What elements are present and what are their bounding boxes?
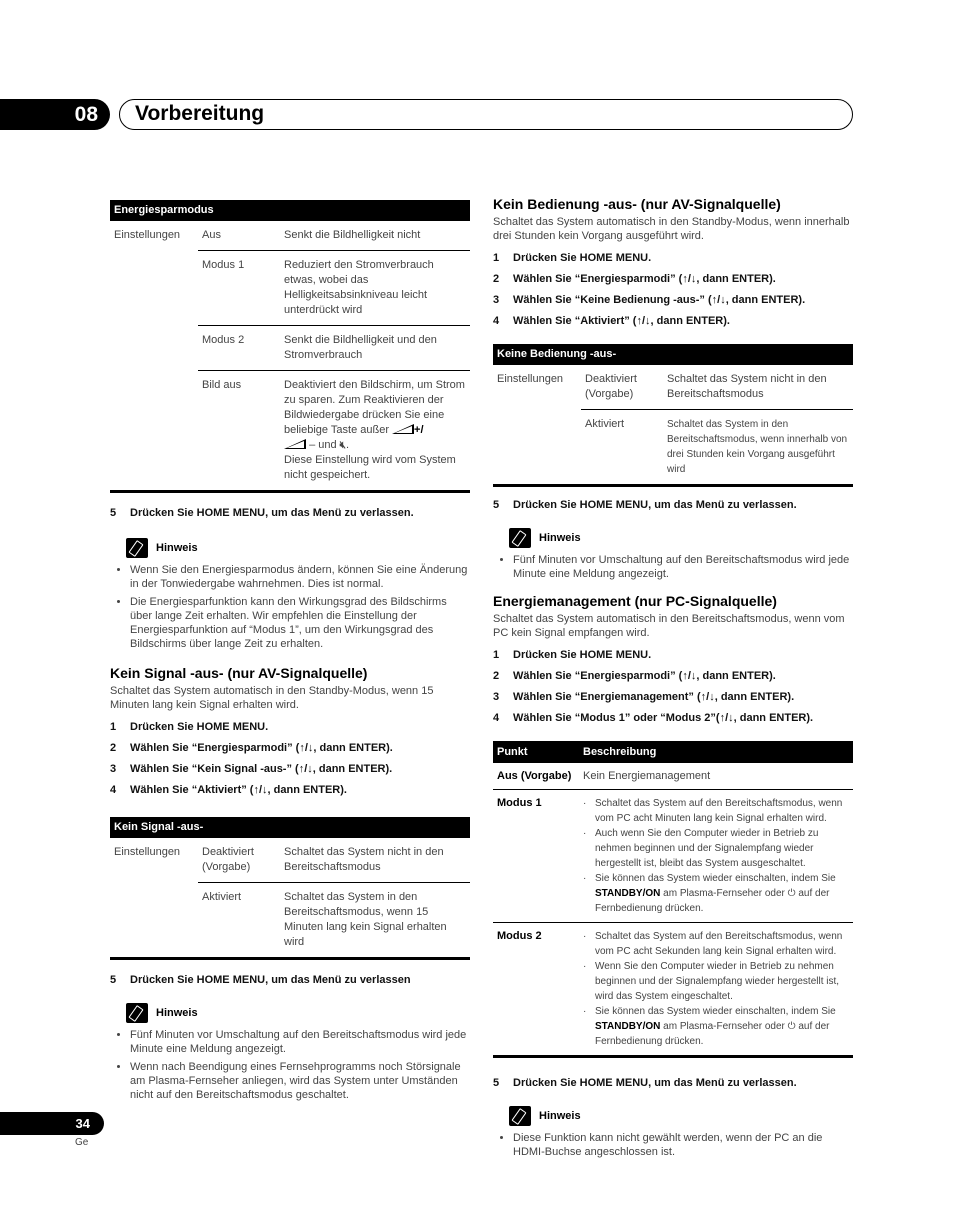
section-intro: Schaltet das System automatisch in den Standby-Modus, wenn innerhalb drei Stunden kein Vorgang ausgeführt wird.	[493, 216, 850, 242]
option-cell: Deaktiviert (Vorgabe)	[585, 373, 637, 400]
section-heading: Kein Bedienung -aus- (nur AV-Signalquelle)	[493, 196, 781, 212]
desc-text: Diese Einstellung wird vom System nicht gespeichert.	[284, 454, 456, 481]
item-desc	[579, 923, 853, 1057]
step: 3 Wählen Sie “Energiemanagement” (↑/↓, dann ENTER).	[493, 691, 795, 703]
step: 3 Wählen Sie “Keine Bedienung -aus-” (↑/↓, dann ENTER).	[493, 294, 806, 306]
volume-down-icon	[284, 439, 306, 449]
step: 1 Drücken Sie HOME MENU.	[493, 252, 652, 264]
option-cell: Modus 1	[198, 251, 280, 326]
volume-up-icon	[392, 424, 414, 434]
setting-label: Einstellungen	[114, 846, 181, 858]
power-icon: ⏻	[787, 888, 796, 899]
setting-label: Einstellungen	[114, 229, 181, 241]
chapter-number: 08	[0, 99, 110, 130]
note-heading: Hinweis	[509, 1106, 853, 1126]
desc-text: Deaktiviert den Bildschirm, um Strom zu sparen. Zum Reaktivieren der Bildwiedergabe drücken Sie eine beliebige Taste außer	[284, 379, 465, 436]
desc-cell: Deaktiviert den Bildschirm, um Strom zu sparen. Zum Reaktivieren der Bildwiedergabe drücken Sie eine beliebige Taste außer +/ – und 🔇︎. Diese Einstellung wird vom System nicht gespeichert.	[280, 371, 470, 492]
section-intro: Schaltet das System automatisch in den Standby-Modus, wenn 15 Minuten lang kein Signal erhalten wird.	[110, 685, 434, 711]
page-number: 34	[0, 1112, 104, 1135]
setting-label: Einstellungen	[497, 373, 564, 385]
step: 2 Wählen Sie “Energiesparmodi” (↑/↓, dann ENTER).	[493, 273, 776, 285]
step: 3 Wählen Sie “Kein Signal -aus-” (↑/↓, dann ENTER).	[110, 763, 393, 775]
desc-item: · Auch wenn Sie den Computer wieder in Betrieb zu nehmen beginnen und der Signalempfang wieder hergestellt ist, bleibt das System ausgeschaltet.	[583, 828, 819, 869]
note-list	[110, 563, 470, 651]
step: 5 Drücken Sie HOME MENU, um das Menü zu verlassen.	[493, 499, 797, 511]
left-column	[110, 200, 470, 1112]
no-signal-table	[110, 817, 470, 960]
desc-cell: Schaltet das System nicht in den Bereitschaftsmodus	[284, 846, 444, 873]
step: 2 Wählen Sie “Energiesparmodi” (↑/↓, dann ENTER).	[493, 670, 776, 682]
item-label: Modus 1	[493, 790, 579, 923]
right-column	[493, 196, 853, 1169]
step: 2 Wählen Sie “Energiesparmodi” (↑/↓, dann ENTER).	[110, 742, 393, 754]
note-item: • Diese Funktion kann nicht gewählt werden, wenn der PC an die HDMI-Buchse angeschlossen ist.	[513, 1131, 853, 1159]
desc-cell: Senkt die Bildhelligkeit nicht	[284, 229, 421, 241]
item-desc: Kein Energiemanagement	[583, 770, 711, 782]
option-cell: Aktiviert	[198, 883, 280, 959]
table-header: Keine Bedienung -aus-	[493, 344, 853, 365]
note-heading: Hinweis	[126, 1003, 470, 1023]
desc-cell: Schaltet das System nicht in den Bereitschaftsmodus	[667, 373, 827, 400]
table-header: Kein Signal -aus-	[110, 817, 470, 838]
section-intro: Schaltet das System automatisch in den Bereitschaftsmodus, wenn vom PC kein Signal empfangen wird.	[493, 613, 845, 639]
desc-text: – und	[309, 439, 337, 451]
desc-cell: Reduziert den Stromverbrauch etwas, wobei das Helligkeitsabsinkniveau leicht unterdrückt wird	[280, 251, 470, 326]
note-item: • Fünf Minuten vor Umschaltung auf den Bereitschaftsmodus wird jede Minute eine Meldung angezeigt.	[130, 1028, 470, 1056]
table-header: Energiesparmodus	[110, 200, 470, 221]
step: 5 Drücken Sie HOME MENU, um das Menü zu verlassen.	[493, 1077, 797, 1089]
note-icon	[126, 538, 148, 558]
section-heading: Kein Signal -aus- (nur AV-Signalquelle)	[110, 665, 368, 681]
note-icon	[126, 1003, 148, 1023]
energy-mode-table	[110, 200, 470, 493]
chapter-title: Vorbereitung	[135, 102, 265, 125]
option-cell: Deaktiviert (Vorgabe)	[202, 846, 254, 873]
note-item: • Wenn nach Beendigung eines Fernsehprogramms noch Störsignale am Plasma-Fernseher anliegen, wird das System unter Umständen nicht auf den Bereitschaftsmodus geschaltet.	[130, 1060, 470, 1102]
desc-item: · Sie können das System wieder einschalten, indem Sie STANDBY/ON am Plasma-Fernseher oder ⏻ auf der Fernbedienung drücken.	[583, 873, 836, 914]
step: 4 Wählen Sie “Aktiviert” (↑/↓, dann ENTER).	[493, 315, 730, 327]
column-header: Beschreibung	[579, 741, 853, 763]
step: 5 Drücken Sie HOME MENU, um das Menü zu verlassen.	[110, 507, 414, 519]
step: 5 Drücken Sie HOME MENU, um das Menü zu verlassen	[110, 974, 411, 986]
desc-cell: Schaltet das System in den Bereitschaftsmodus, wenn 15 Minuten lang kein Signal erhalten wird	[280, 883, 470, 959]
no-operation-table	[493, 344, 853, 487]
desc-item: · Schaltet das System auf den Bereitschaftsmodus, wenn vom PC acht Sekunden lang kein Signal erhalten wird.	[583, 931, 843, 957]
note-icon	[509, 528, 531, 548]
section-heading: Energiemanagement (nur PC-Signalquelle)	[493, 593, 777, 609]
mute-icon: 🔇︎	[339, 440, 346, 451]
note-list	[110, 1028, 470, 1102]
power-management-table	[493, 741, 853, 1058]
note-list	[493, 553, 853, 581]
option-cell: Aus	[202, 229, 221, 241]
power-icon: ⏻	[787, 1021, 796, 1032]
note-item: • Die Energiesparfunktion kann den Wirkungsgrad des Bildschirms über lange Zeit erhalten. Wir empfehlen die Einstellung der Energiesparfunktion auf “Modus 1”, um den Wirkungsgrad des Bildschirms über lange Zeit zu erhalten.	[130, 595, 470, 651]
desc-item: · Sie können das System wieder einschalten, indem Sie STANDBY/ON am Plasma-Fernseher oder ⏻ auf der Fernbedienung drücken.	[583, 1006, 836, 1047]
note-heading: Hinweis	[126, 538, 470, 558]
language-code: Ge	[75, 1137, 89, 1148]
step: 4 Wählen Sie “Aktiviert” (↑/↓, dann ENTER).	[110, 784, 347, 796]
note-heading: Hinweis	[509, 528, 853, 548]
option-cell: Modus 2	[198, 326, 280, 371]
desc-item: · Schaltet das System auf den Bereitschaftsmodus, wenn vom PC acht Minuten lang kein Signal erhalten wird.	[583, 798, 843, 824]
step: 1 Drücken Sie HOME MENU.	[493, 649, 652, 661]
step: 4 Wählen Sie “Modus 1” oder “Modus 2”(↑/↓, dann ENTER).	[493, 712, 814, 724]
item-label: Modus 2	[493, 923, 579, 1057]
desc-cell: Senkt die Bildhelligkeit und den Stromverbrauch	[280, 326, 470, 371]
desc-text: +/	[414, 424, 424, 436]
note-item: • Fünf Minuten vor Umschaltung auf den Bereitschaftsmodus wird jede Minute eine Meldung angezeigt.	[513, 553, 853, 581]
desc-cell: Schaltet das System in den Bereitschaftsmodus, wenn innerhalb von drei Stunden kein Vorgang ausgeführt wird	[663, 410, 853, 486]
step: 1 Drücken Sie HOME MENU.	[110, 721, 269, 733]
note-item: • Wenn Sie den Energiesparmodus ändern, können Sie eine Änderung in der Tonwiedergabe wahrnehmen. Dies ist normal.	[130, 563, 470, 591]
desc-item: · Wenn Sie den Computer wieder in Betrieb zu nehmen beginnen und der Signalempfang wieder hergestellt ist, wird das System eingeschaltet.	[583, 961, 840, 1002]
option-cell: Aktiviert	[581, 410, 663, 486]
note-icon	[509, 1106, 531, 1126]
column-header: Punkt	[493, 741, 579, 763]
item-label: Aus (Vorgabe)	[497, 770, 572, 782]
item-desc	[579, 790, 853, 923]
note-list	[493, 1131, 853, 1159]
option-cell: Bild aus	[198, 371, 280, 492]
